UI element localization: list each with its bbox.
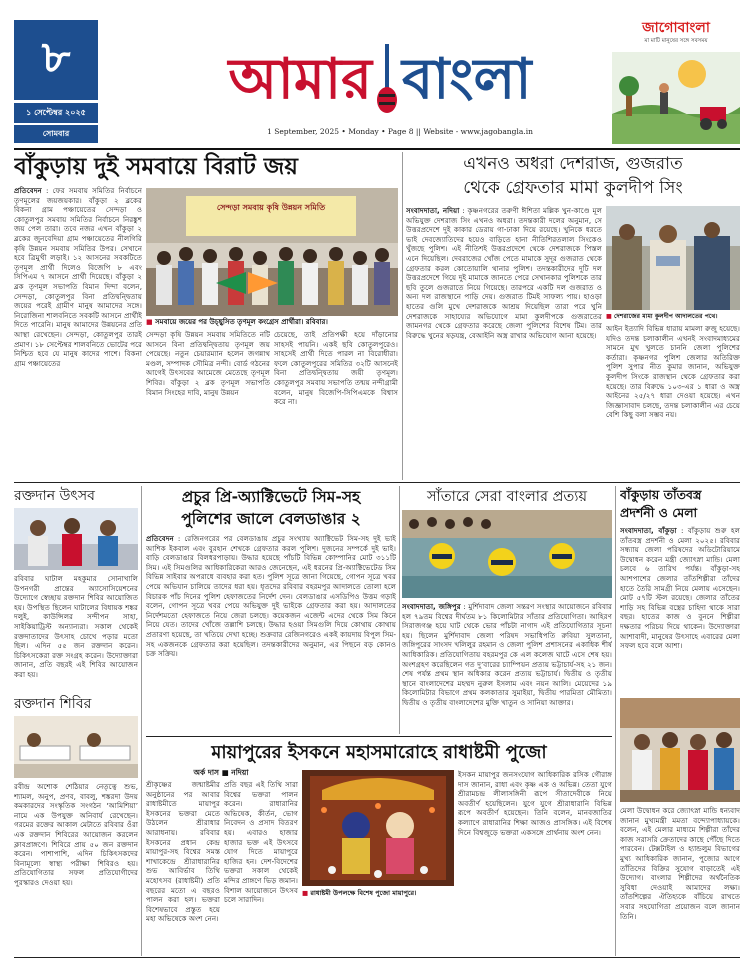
- story3-text: রবিবার ঘাটাল মহকুমার সোনাখালি উপনগরী প্রান্তের অ্যাসোসিয়েশনের উদ্যোগে স্বেচ্ছায় রক্তদান শিবির আয়োজিত হয়। উপস্থিত ছিলেন ঘাটালের বিধায়ক শঙ্কর দলুই, কাউন্সিলর সন্দীপন সাহা, সাইকিয়াট্রিস্ট অন্যান্যরা। সকাল থেকেই রক্তদাতাদের উৎসাহ চোখে পড়ার মতো ছিল। এদিন ৫৫ জন রক্তদান করেন। চিকিৎসকেরা রক্ত সংগ্রহ করেন। উদ্যোক্তারা জানান, প্রতি বছরই এই শিবির আয়োজন করা হয়।: [14, 574, 138, 679]
- story2-headline-line1: এখনও অধরা দেশরাজ, গুজরাত: [463, 154, 683, 174]
- date-label: ১ সেপ্টেম্বর ২০২৫: [26, 107, 86, 117]
- story2-dateline: সংবাদদাতা, নদিয়া: [406, 206, 460, 215]
- story6-body: মুর্শিদাবাদ জেলা সন্তরণ সংস্থার আয়োজনে রবিবার হল ৭৯তম বিশ্বের দীর্ঘতম ৮১ কিলোমিটার সাঁতার প্রতিযোগিতা। আহিরণ সিরাজগঞ্জ হয়ে ঘাট থেকে ভোর পাঁচটা নাগাদ এই প্রতিযোগিতার সূচনা হয়। ছিলেন মুর্শিদাবাদ জেলা পরিষদ সভাধিপতি রুবিয়া সুলতানা, জঙ্গিপুরের সাংসদ খলিলুর রহমান ও জেলা পুলিশ প্রশাসনের একাধিক শীর্ষ আধিকারিক। প্রতিযোগিতায় বহরমপুর কে এল কলেজ ঘাটে এসে শেষ হয়। অংশগ্রহণ করেছিলেন গত দু’বারের চ্যাম্পিয়ন প্রত্যয় ভট্টাচার্য-সহ ২১ জন। শেষ পর্যন্ত প্রথম স্থান অধিকার করেন প্রত্যয় ভট্টাচার্য। দ্বিতীয় ও তৃতীয় স্থানে বাংলাদেশের মহম্মদ নুরুল ইসলাম এবং নয়ন আলি। মেয়েদের ১৯ কিলোমিটার বিভাগে প্রথম কলকাতার সুমাইয়া, দ্বিতীয় পারমিতা মৌমিতা। দ্বিতীয় ও তৃতীয় বাংলাদেশের মুক্তি খাতুন ও সানিয়া আক্তার।: [402, 602, 612, 707]
- divider-row1: [14, 482, 740, 483]
- story7-text-bottom: মেলা উদ্বোধন করে জ্যোৎস্না মান্ডি ধন্যবাদ জানান মুখ্যমন্ত্রী মমতা বন্দ্যোপাধ্যায়কে। বলেন, এই মেলার মাধ্যমে শিল্পীরা তাঁদের কাজ সরাসরি ক্রেতাদের কাছে পৌঁছে দিতে পারবেন। টেক্সটাইল ও হ্যান্ডলুম বিভাগের মুখ্য আধিকারিক জানান, পুজোর আগে তাঁতিদের বিক্রির সুযোগ বাড়াতেই এই উদ্যোগ। বাংলার শিল্পীদের অর্থনৈতিক সুবিধা দেওয়াই আমাদের লক্ষ্য। তাঁতশিল্পের ঐতিহ্যকে বাঁচিয়ে রাখতে সবার সহযোগিতা প্রয়োজন বলে জানান তিনি।: [620, 806, 740, 921]
- story7-headline-line2: প্রদর্শনী ও মেলা: [620, 505, 698, 520]
- title-right: বাংলা: [401, 46, 532, 112]
- story8-headline: মায়াপুরের ইসকনে মহাসমারোহে রাধাষ্টমী পুজো: [211, 742, 547, 763]
- story7-photo: [620, 698, 740, 802]
- story1-photo-caption: ■ সমবায়ে জয়ের পর উচ্ছ্বসিত তৃণমূল কংগ্রেস প্রার্থীরা। রবিবার।: [146, 317, 398, 328]
- title-left: আমার: [228, 46, 372, 112]
- story7-text-top: সংবাদদাতা, বাঁকুড়া : বাঁকুড়ায় শুরু হল তাঁতবস্ত্র প্রদর্শনী ও মেলা ২০২৫। রবিবার সন্ধ্যায় জেলা পরিষদের অডিটোরিয়ামে উদ্বোধন করেন মন্ত্রী জ্যোৎস্না মান্ডি। মেলা চলবে ৬ তারিখ পর্যন্ত। বাঁকুড়া-সহ আশপাশের জেলার তাঁতশিল্পীরা তাঁদের হাতে তৈরি সামগ্রী নিয়ে মেলায় এসেছেন। মোট ৫৭টি স্টল রয়েছে। জেলার তাঁতের শাড়ি সহ বিভিন্ন বস্ত্রের চাহিদা থাকে সারা বছর। হাতের কাজ ও বুননে শিল্পীরা দক্ষতার পরিচয় দিয়ে থাকেন। উদ্যোক্তারা আশাবাদী, মানুষের উৎসাহে এবারের মেলা সফল হবে বলে আশা।: [620, 526, 740, 651]
- story5-dateline: প্রতিবেদন: [146, 534, 174, 543]
- story6-photo: [402, 510, 612, 598]
- story8-text-col2: প্রতি বছর এই তিথি সারা বিশ্বের ভক্তরা পালন করেন। রাধারানির অভিষেক, কীর্তন, ভোগ নিবেদন ও প্রসাদ বিতরণ হয়। এবারও হাজার হাজার ভক্ত এই উৎসবে যোগ দিতে মায়াপুরে হাজির হন। দেশ-বিদেশের ভক্তরা সকাল থেকেই মন্দির প্রাঙ্গণে ভিড় জমান। বিশাল আয়োজনে উৎসব চলে সারাদিন।: [224, 780, 298, 905]
- page-number: ৮: [41, 31, 71, 83]
- story2-headline-line2: থেকে গ্রেফতার মামা কুলদীপ সিং: [463, 178, 683, 198]
- story3-photo: [14, 508, 138, 570]
- story6-headline: সাঁতারে সেরা বাংলার প্রত্যয়: [426, 489, 588, 505]
- ektara-icon: [376, 44, 398, 114]
- story1-dateline: প্রতিবেদন: [14, 186, 42, 195]
- story6-text: সংবাদদাতা, জঙ্গিপুর : মুর্শিদাবাদ জেলা সন্তরণ সংস্থার আয়োজনে রবিবার হল ৭৯তম বিশ্বের দীর্ঘতম ৮১ কিলোমিটার সাঁতার প্রতিযোগিতা। আহিরণ সিরাজগঞ্জ হয়ে ঘাট থেকে ভোর পাঁচটা নাগাদ এই প্রতিযোগিতার সূচনা হয়। ছিলেন মুর্শিদাবাদ জেলা পরিষদ সভাধিপতি রুবিয়া সুলতানা, জঙ্গিপুরের সাংসদ খলিলুর রহমান ও জেলা পুলিশ প্রশাসনের একাধিক শীর্ষ আধিকারিক। প্রতিযোগিতায় বহরমপুর কে এল কলেজ ঘাটে এসে শেষ হয়। অংশগ্রহণ করেছিলেন গত দু’বারের চ্যাম্পিয়ন প্রত্যয় ভট্টাচার্য-সহ ২১ জন। শেষ পর্যন্ত প্রথম স্থান অধিকার করেন প্রত্যয় ভট্টাচার্য। দ্বিতীয় ও তৃতীয় স্থানে বাংলাদেশের মহম্মদ নুরুল ইসলাম এবং নয়ন আলি। মেয়েদের ১৯ কিলোমিটার বিভাগে প্রথম কলকাতার সুমাইয়া, দ্বিতীয় পারমিতা মৌমিতা। দ্বিতীয় ও তৃতীয় বাংলাদেশের মুক্তি খাতুন ও সানিয়া আক্তার।: [402, 602, 612, 707]
- story1-photo: [146, 188, 398, 316]
- story7-body-top: বাঁকুড়ায় শুরু হল তাঁতবস্ত্র প্রদর্শনী ও মেলা ২০২৫। রবিবার সন্ধ্যায় জেলা পরিষদের অডিটোরিয়ামে উদ্বোধন করেন মন্ত্রী জ্যোৎস্না মান্ডি। মেলা চলবে ৬ তারিখ পর্যন্ত। বাঁকুড়া-সহ আশপাশের জেলার তাঁতশিল্পীরা তাঁদের হাতে তৈরি সামগ্রী নিয়ে মেলায় এসেছেন। মোট ৫৭টি স্টল রয়েছে। জেলার তাঁতের শাড়ি সহ বিভিন্ন বস্ত্রের চাহিদা থাকে সারা বছর। হাতের কাজ ও বুননে শিল্পীরা দক্ষতার পরিচয় দিয়ে থাকেন। উদ্যোক্তারা আশাবাদী, মানুষের উৎসাহে এবারের মেলা সফল হবে বলে আশা।: [620, 526, 740, 651]
- date-box: [14, 103, 98, 123]
- day-label: সোমবার: [42, 128, 70, 138]
- story4-text: রবীন্দ্র অশোক শেঠিয়ার নেতৃত্বে শুভ, শ্যামল, অনুপ, প্রণব, বাবলু, শঙ্করদা উদয় কমকারদের সংস্কৃতিক সংগঠন ‘আমিশিয়া’ নামে এক উপযুক্ত অনিবার্য রেখেছেন। গরমের রক্তের আকাল মেটাতে রবিবার ওঁরা এক রক্তদান শিবিরের আয়োজন করলেন ক্লাবপ্রাঙ্গণে। শিবিরে প্রায় ৫০ জন রক্তদান করেন। পাশাপাশি, এদিন চিকিৎসকদের বিনামূল্যে স্বাস্থ্য পরীক্ষা শিবিরও হয়। প্রতিযোগিতার সফল প্রতিযোগীদের পুরস্কারও দেওয়া হয়।: [14, 782, 138, 887]
- divider-story1-story2: [402, 152, 403, 480]
- page-number-box: [14, 20, 98, 100]
- story4-heading: রক্তদান শিবির: [14, 696, 92, 712]
- story5-body: রেজিনগরের পর বেলডাঙায় প্রচুর সংখ্যায় অ্যাক্টিভেট সিম-সহ দুই ভাই আশিক ইকবাল এবং বুরহান শেখকে গ্রেফতার করল পুলিশ। দুজনের সম্পর্কে দুই ভাই। বাড়ি বেলডাঙার বিলধরপাড়ায়। উদ্ধার হয়েছে পাঁচটি বিভিন্ন কোম্পানির মোট ৩১১টি সিম। এই সিমগুলির আধিকারিকেরা আরও জেনেছেন, এই ধরনের প্রি-অ্যাক্টিভেটেড সিম বিভিন্ন সাইবার অপরাধে ব্যবহার করা হত। পুলিশ সূত্রে জানা গিয়েছে, গোপন সূত্রে খবর পেয়ে অভিযান চালিয়ে তাদের ধরা হয়। ধৃতদের রবিবার বহরমপুর আদালতে তোলা হলে বিচারক পাঁচ দিনের পুলিশ হেফাজতের নির্দেশ দেন। বেলডাঙার এসডিপিও উত্তম গড়াই বলেন, গোপন সূত্রে খবর পেয়ে অভিযুক্ত দুই ভাইকে গ্রেফতার করা হয়। আদালতের নির্দেশমতো হেফাজতে নিয়ে জেরা চলছে। কয়েকজন এজেন্ট এদের থেকে সিম কিনে নিয়ে যেত। তাদের খোঁজে তল্লাশি চলছে। উদ্ধার হওয়া সিমগুলি দিয়ে কোথায় কোথায় প্রতারণা হয়েছে, তা খতিয়ে দেখা হচ্ছে। শুক্রবার রেজিনগরেও একই কায়দায় বিপুল সিম-সহ একজনকে গ্রেফতার করা হয়েছিল। তদন্তকারীদের অনুমান, এর পিছনে বড় কোনও চক্র সক্রিয়।: [146, 534, 396, 659]
- day-box: [14, 125, 98, 143]
- story2-text-right: আইন ইত্যাদি বিভিন্ন ধারায় মামলা রুজু হয়েছে। যদিও তদন্ত চলাকালীন এখনই সংবাদমাধ্যমের সামনে মুখ খুলতে চাননি জেলা পুলিশের কর্তারা। কৃষ্ণনগর পুলিশ জেলার অতিরিক্ত পুলিশ সুপার নীত কুমার জানান, অভিযুক্ত কুলদীপ সিংকে রাজস্থান থেকে গ্রেফতার করা হয়েছে। তার বিরুদ্ধে ১০৩-এর ১ ধারা ও অস্ত্র আইনের ২৫/২৭ ধারা দেওয়া হয়েছে। এখন জিজ্ঞাসাবাদ চলছে, তদন্ত চলাকালীন এর চেয়ে বেশি কিছু বলা সম্ভব নয়।: [606, 324, 740, 420]
- masthead-rule: [14, 148, 740, 150]
- brand-logo: [612, 20, 740, 50]
- story8-photo-caption: ■ রাধাষ্টমী উপলক্ষে বিশেষ পুজো মায়াপুরে।: [302, 888, 454, 899]
- story4-photo: [14, 716, 138, 778]
- story8-photo: [302, 770, 454, 886]
- story1-text-col1: প্রতিবেদন : ফের সমবায় সমিতির নির্বাচনে তৃণমূলের জয়জয়কার। বাঁকুড়া ২ ব্লকের বিকনা গ্রাম পঞ্চায়েতের সেন্দড়া ও কোতুলপুর সমবায় সমিতির নির্বাচনে নিরঙ্কুশ জয় পেল তারা। তবে নজর এখন বাঁকুড়া ২ ব্লকের জুনবেদিয়া গ্রাম পঞ্চায়েতের নীলগিরি কৃষি উন্নয়ন সমবায় সমিতির উপর। সেখানে হবে ত্রিমুখী লড়াই। ১২ আসনের সবকটিতে তৃণমূল প্রার্থী দিলেও বিজেপি ৮ এবং সিপিএম ৭ আসনে প্রার্থী দিয়েছে। বাঁকুড়া ২ ব্লক তৃণমূল সভাপতি বিমান দিন্দা বলেন, সেন্দড়া, কোতুলপুর বিনা প্রতিদ্বন্দ্বিতায় জয়ের পরেই গ্রামীণ মানুষ আমাদের সঙ্গে। নিরোজিনা শালবনিতে সবকটি আসনে প্রার্থীই দিতে পারেনি। মানুষ আমাদের উন্নয়নের প্রতি আস্থা রেখেছেন। সেন্দড়া, কোতুলপুর তারই প্রমাণ। ১৮ সেপ্টেম্বর শালবনিতে ভোটের পরে নিশ্চিত হবে যে মানুষ কাদের পাশে। বিকনা গ্রাম পঞ্চায়েতের: [14, 186, 142, 368]
- story8-text-col3: ইসকন মায়াপুর জনসংযোগ আধিকারিক রসিক গৌরাঙ্গ দাস জানান, রাধা এবং কৃষ্ণ এক ও অভিন্ন। তেতা যুগে শ্রীরামচন্দ্র লীলাসঙ্গিনী রূপে সীতাদেবীকে নিয়ে অবতীর্ণ হয়েছিলেন। যুগে যুগে শ্রীরাধারানি বিভিন্ন রূপে অবতীর্ণ হয়েছেন। তিনি বলেন, মানবজাতির কল্যাণে রাধারানির শিক্ষা আজও প্রাসঙ্গিক। এই বিশেষ দিনে বিশ্বজুড়ে ভক্তরা একসঙ্গে প্রার্থনায় অংশ নেন।: [458, 770, 612, 837]
- story8-byline: অর্ক দাস ■ নদিয়া: [193, 768, 249, 777]
- divider-story8-top: [146, 736, 612, 737]
- brand-tagline: মা মাটি মানুষের সঙ্গে সবসময়: [644, 38, 708, 44]
- story8-byline-place: নদিয়া: [231, 768, 249, 777]
- story2-photo-caption: ■ দেশরাজের মামা কুলদীপ আদালতের পথে।: [606, 311, 740, 322]
- story2-photo: [606, 206, 740, 310]
- story5-headline-line2: পুলিশের জালে বেলডাঙার ২: [181, 510, 361, 528]
- divider-story6-story7: [615, 486, 616, 956]
- page-bottom-rule: [14, 957, 740, 958]
- story1-headline: বাঁকুড়ায় দুই সমবায়ে বিরাট জয়: [14, 154, 298, 180]
- masthead-illustration: [612, 52, 740, 144]
- story5-headline-line1: প্রচুর প্রি-অ্যাক্টিভেটে সিম-সহ: [181, 488, 361, 506]
- story1-body1: ফের সমবায় সমিতির নির্বাচনে তৃণমূলের জয়জয়কার। বাঁকুড়া ২ ব্লকের বিকনা গ্রাম পঞ্চায়েতের সেন্দড়া ও কোতুলপুর সমবায় সমিতির নির্বাচনে নিরঙ্কুশ জয় পেল তারা। তবে নজর এখন বাঁকুড়া ২ ব্লকের জুনবেদিয়া গ্রাম পঞ্চায়েতের নীলগিরি কৃষি উন্নয়ন সমবায় সমিতির উপর। সেখানে হবে ত্রিমুখী লড়াই। ১২ আসনের সবকটিতে তৃণমূল প্রার্থী দিলেও বিজেপি ৮ এবং সিপিএম ৭ আসনে প্রার্থী দিয়েছে। বাঁকুড়া ২ ব্লক তৃণমূল সভাপতি বিমান দিন্দা বলেন, সেন্দড়া, কোতুলপুর বিনা প্রতিদ্বন্দ্বিতায় জয়ের পরেই গ্রামীণ মানুষ আমাদের সঙ্গে। নিরোজিনা শালবনিতে সবকটি আসনে প্রার্থীই দিতে পারেনি। মানুষ আমাদের উন্নয়নের প্রতি আস্থা রেখেছেন। সেন্দড়া, কোতুলপুর তারই প্রমাণ। ১৮ সেপ্টেম্বর শালবনিতে ভোটের পরে নিশ্চিত হবে যে মানুষ কাদের পাশে। বিকনা গ্রাম পঞ্চায়েতের: [14, 186, 142, 368]
- story7-dateline: সংবাদদাতা, বাঁকুড়া: [620, 526, 677, 535]
- story1-text-col2: সেন্দড়া কৃষি উন্নয়ন সমবায় সমিতিতে নটি আসনে বিনা প্রতিদ্বন্দ্বিতায় তৃণমূল জয় পেয়েছে। নতুন চেয়ারম্যান হলেন জগন্নাথ মণ্ডল, সম্পাদক সৌমিত্র নন্দী। বোর্ড গঠনের আগেই উৎসবের আমেজে মেতেছে তৃণমূল শিবির। বাঁকুড়া ২ ব্লক তৃণমূল সভাপতি বিমান সিংহের দাবি, মানুষ উন্নয়ন: [146, 330, 270, 397]
- story5-text: প্রতিবেদন : রেজিনগরের পর বেলডাঙায় প্রচুর সংখ্যায় অ্যাক্টিভেট সিম-সহ দুই ভাই আশিক ইকবাল এবং বুরহান শেখকে গ্রেফতার করল পুলিশ। দুজনের সম্পর্কে দুই ভাই। বাড়ি বেলডাঙার বিলধরপাড়ায়। উদ্ধার হয়েছে পাঁচটি বিভিন্ন কোম্পানির মোট ৩১১টি সিম। এই সিমগুলির আধিকারিকেরা আরও জেনেছেন, এই ধরনের প্রি-অ্যাক্টিভেটেড সিম বিভিন্ন সাইবার অপরাধে ব্যবহার করা হত। পুলিশ সূত্রে জানা গিয়েছে, গোপন সূত্রে খবর পেয়ে অভিযান চালিয়ে তাদের ধরা হয়। ধৃতদের রবিবার বহরমপুর আদালতে তোলা হলে বিচারক পাঁচ দিনের পুলিশ হেফাজতের নির্দেশ দেন। বেলডাঙার এসডিপিও উত্তম গড়াই বলেন, গোপন সূত্রে খবর পেয়ে অভিযুক্ত দুই ভাইকে গ্রেফতার করা হয়। আদালতের নির্দেশমতো হেফাজতে নিয়ে জেরা চলছে। কয়েকজন এজেন্ট এদের থেকে সিম কিনে নিয়ে যেত। তাদের খোঁজে তল্লাশি চলছে। উদ্ধার হওয়া সিমগুলি দিয়ে কোথায় কোথায় প্রতারণা হয়েছে, তা খতিয়ে দেখা হচ্ছে। শুক্রবার রেজিনগরেও একই কায়দায় বিপুল সিম-সহ একজনকে গ্রেফতার করা হয়েছিল। তদন্তকারীদের অনুমান, এর পিছনে বড় কোনও চক্র সক্রিয়।: [146, 534, 396, 659]
- story1-photo-banner: সেন্দড়া সমবায় কৃষি উন্নয়ন সমিতি: [216, 203, 326, 212]
- story3-heading: রক্তদান উৎসব: [14, 488, 95, 504]
- brand-name: জাগোবাংলা: [642, 20, 710, 36]
- story8-text-col1: শ্রীকৃষ্ণের জন্মাষ্টমীর অনুষ্ঠানের পর আবার রাধাষ্টমীতে মায়াপুর ইসকনের ভক্তরা মেতে উঠলেন শ্রীরাধার আরাধনায়। রবিবার ইসকনের প্রধান কেন্দ্র মায়াপুর-সহ বিশ্বের সমস্ত শাখাকেন্দ্রে শ্রীরাধারানির শুভ আবির্ভাব তিথি মহোৎসব (রাধাষ্টমী) প্রতি বছরের মতো এ বছরও পালন করা হল। ভক্তরা বিশেষভাবে প্রস্তুত হয়ে মহা অভিষেকে অংশ নেন।: [146, 780, 220, 924]
- story8-byline-name: অর্ক দাস: [193, 768, 219, 777]
- story6-dateline: সংবাদদাতা, জঙ্গিপুর: [402, 602, 461, 611]
- story2-text-col1: সংবাদদাতা, নদিয়া : কৃষ্ণনগরের তরুণী ঈশিতা মল্লিক খুন-কাণ্ডে মূল অভিযুক্ত দেশরাজ সিং এখনও অধরা। তদন্তকারী দলের অনুমান, সে উত্তরপ্রদেশে দুই কাকার ডেরায় গা-ঢাকা দিয়ে রয়েছে। খুনিকে ধরতে ভাই দেবজ্যোতিদের হয়েও বাড়িতে হানা নীতিশিরতলাল সিংকেও খুঁজছে পুলিশ। এই নীতিশই উত্তরপ্রদেশে থেকে দেশরাজকে পিস্তল এনে দিয়েছিল। দেবরাজের খোঁজ পেতে মামাকে সুদূর গুজরাত থেকে গ্রেফতার করল কোতোয়ালি থানার পুলিশ। তদন্তকারীদের দুটি দল উত্তরপ্রদেশে গিয়ে দুই মামাকে জানতে পেরে সেখানকার পুলিশকে তার ছবি তুলে গুজরাতে নিয়ে গিয়েছে। তারপরে একটি দল গুজরাত ও অন্য দল রাজস্থানে পাড়ি দেয়। গুজরাত টিমই সাফল্য পায়। হাওড়া হাতের গুলি মুখে দেশরাজকে আশ্রয় দিয়েছিল তারা পরে খুনি দেশরাজকে সাহায্যের অভিযোগে মামা কুলদীপকে গুজরাতের জামনগর থেকে গ্রেফতার করেছে জেলা পুলিশের বিশেষ টিম। তার বিরুদ্ধে খুনের ষড়যন্ত্র, বেআইনি অস্ত্র রাখার অভিযোগ আনা হয়েছে।: [406, 206, 602, 340]
- divider-story5-story6: [399, 486, 400, 734]
- story2-body1: কৃষ্ণনগরের তরুণী ঈশিতা মল্লিক খুন-কাণ্ডে মূল অভিযুক্ত দেশরাজ সিং এখনও অধরা। তদন্তকারী দলের অনুমান, সে উত্তরপ্রদেশে দুই কাকার ডেরায় গা-ঢাকা দিয়ে রয়েছে। খুনিকে ধরতে ভাই দেবজ্যোতিদের হয়েও বাড়িতে হানা নীতিশিরতলাল সিংকেও খুঁজছে পুলিশ। এই নীতিশই উত্তরপ্রদেশে থেকে দেশরাজকে পিস্তল এনে দিয়েছিল। দেবরাজের খোঁজ পেতে মামাকে সুদূর গুজরাত থেকে গ্রেফতার করল কোতোয়ালি থানার পুলিশ। তদন্তকারীদের দুটি দল উত্তরপ্রদেশে গিয়ে দুই মামাকে জানতে পেরে সেখানকার পুলিশকে তার ছবি তুলে গুজরাতে নিয়ে গিয়েছে। তারপরে একটি দল গুজরাত ও অন্য দল রাজস্থানে পাড়ি দেয়। গুজরাত টিমই সাফল্য পায়। হাওড়া হাতের গুলি মুখে দেশরাজকে আশ্রয় দিয়েছিল তারা পরে খুনি দেশরাজকে সাহায্যের অভিযোগে মামা কুলদীপকে গুজরাতের জামনগর থেকে গ্রেফতার করেছে জেলা পুলিশের বিশেষ টিম। তার বিরুদ্ধে খুনের ষড়যন্ত্র, বেআইনি অস্ত্র রাখার অভিযোগ আনা হয়েছে।: [406, 206, 602, 340]
- masthead-title: [200, 38, 560, 120]
- divider-left-column: [141, 486, 142, 956]
- story1-text-col3: চেয়েছে, তাই প্রতিপক্ষী হয়ে দাঁড়ানোর সাহসই পায়নি। একই ছবি কোতুলপুরেও। সাহসেই প্রার্থী দিতে পারল না বিরোধীরা। ফলে কোতুলপুরের সমিতির ৩২টি আসনেই বিনা প্রতিদ্বন্দ্বিতায় জয়ী তৃণমূল। কোতুলপুর সমবায় সভাপতি তন্ময় নন্দীগ্রামী বলেন, মানুষ বিজেপি-সিপিএমকে বিশ্বাস করে না।: [274, 330, 398, 407]
- masthead-subline: 1 September, 2025 • Monday • Page 8 || Website - www.jagobangla.in: [267, 127, 533, 136]
- story7-headline-line1: বাঁকুড়ায় তাঁতবস্ত্র: [620, 487, 702, 502]
